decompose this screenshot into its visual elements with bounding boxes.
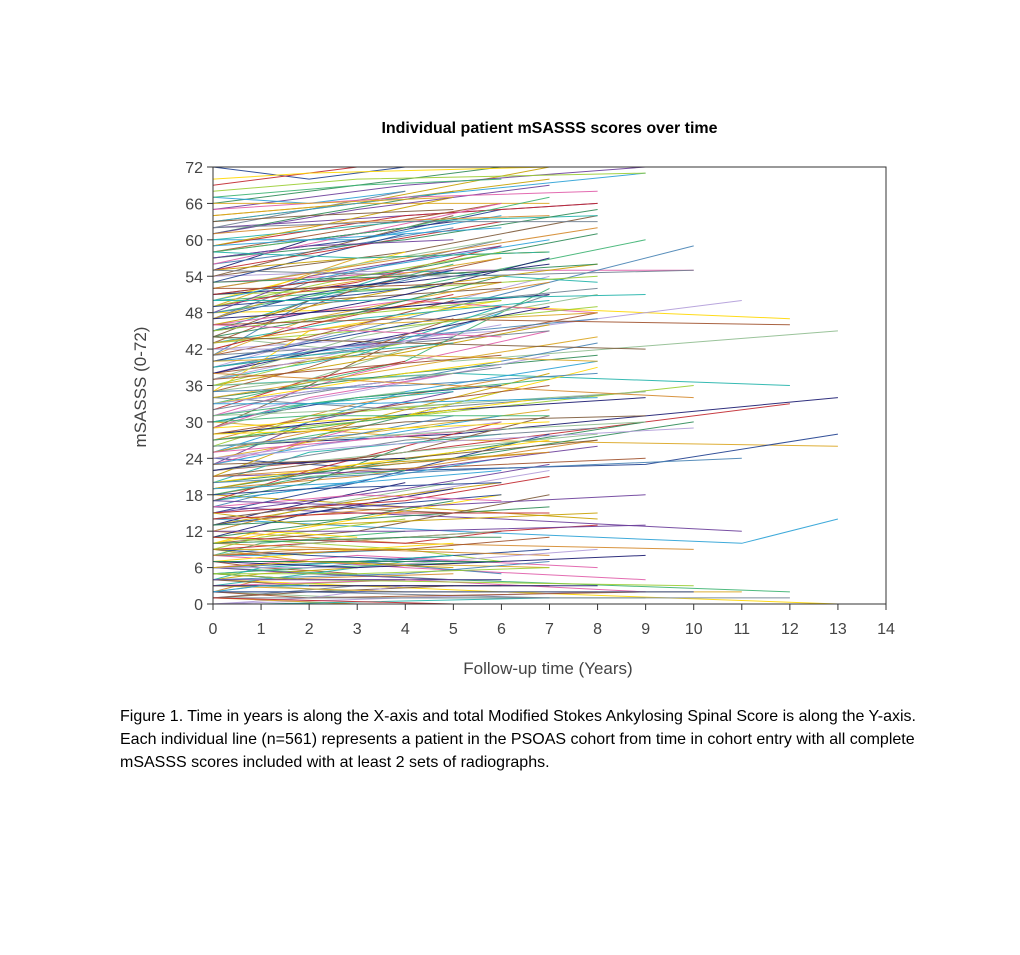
x-tick-label: 1: [256, 621, 266, 638]
y-tick-label: 24: [185, 451, 203, 469]
y-tick-label: 0: [194, 597, 203, 614]
x-tick-label: 0: [208, 621, 218, 638]
series-line: [213, 434, 598, 470]
series-line: [213, 222, 501, 271]
y-tick-label: 72: [185, 160, 203, 177]
x-tick-label: 13: [829, 621, 847, 638]
series-lines: [213, 167, 838, 604]
x-tick-label: 8: [593, 621, 603, 638]
x-tick-label: 12: [780, 621, 799, 638]
x-tick-label: 6: [496, 621, 506, 638]
x-tick-label: 4: [400, 621, 410, 638]
y-tick-label: 6: [194, 560, 203, 578]
x-tick-label: 5: [448, 621, 458, 638]
chart-title: Individual patient mSASSS scores over time: [381, 120, 718, 137]
x-tick-label: 2: [304, 621, 314, 638]
y-tick-label: 42: [185, 342, 203, 360]
y-tick-label: 66: [185, 196, 203, 214]
series-line: [213, 216, 598, 277]
x-axis-label: Follow-up time (Years): [463, 659, 633, 678]
y-tick-label: 36: [185, 378, 203, 396]
y-tick-label: 60: [185, 232, 203, 250]
x-tick-label: 14: [877, 621, 895, 638]
x-tick-label: 11: [733, 621, 751, 638]
series-line: [213, 179, 501, 197]
series-line: [213, 404, 790, 471]
x-tick-label: 9: [641, 621, 651, 638]
y-tick-label: 54: [185, 269, 203, 287]
x-tick-label: 7: [545, 621, 554, 638]
y-tick-label: 12: [185, 524, 203, 542]
x-tick-label: 3: [352, 621, 362, 638]
y-tick-label: 30: [185, 414, 203, 432]
figure-caption: Figure 1. Time in years is along the X-axis and total Modified Stokes Ankylosing Spinal Score is along the Y-axis. Each individual line (n=561) represents a patient in the PSOAS cohort from time in cohort entry with all complete mSASSS scores included with at least 2 sets of radiographs.: [120, 708, 916, 771]
y-tick-label: 48: [185, 305, 203, 323]
y-tick-label: 18: [185, 487, 203, 505]
y-axis-label: mSASSS (0-72): [131, 326, 150, 448]
series-line: [213, 373, 694, 397]
x-tick-label: 10: [684, 621, 703, 638]
